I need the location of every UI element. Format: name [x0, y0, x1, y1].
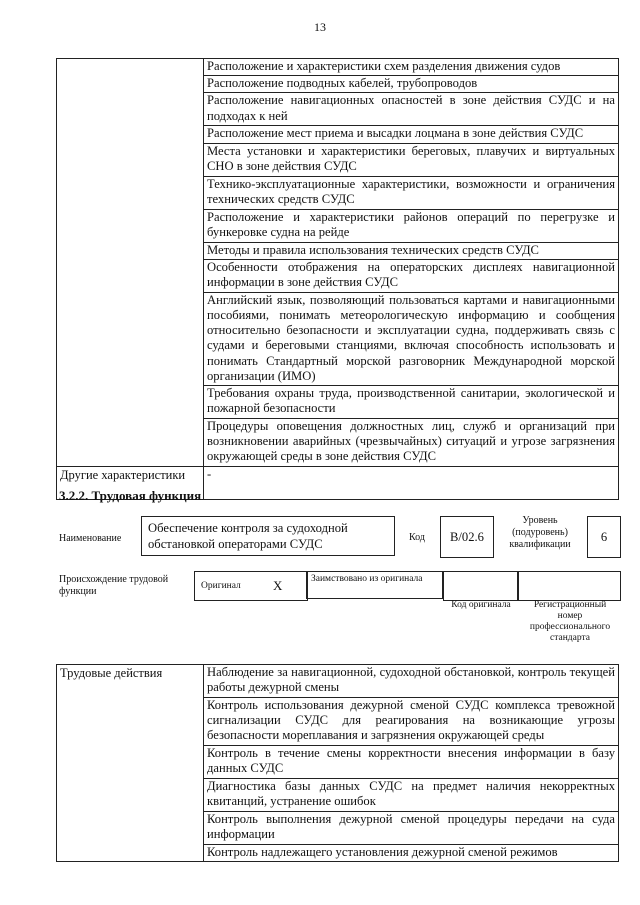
knowledge-left-cell	[57, 59, 204, 467]
knowledge-table	[56, 58, 619, 500]
origin-label: Происхождение трудовой функции	[59, 574, 169, 597]
other-characteristics-value: -	[204, 466, 619, 499]
knowledge-row: Английский язык, позволяющий пользоваться картами и навигационными пособиями, понимать метеорологическую информацию и сообщения относительно безопасности и эксплуатации судна, поддерживать связь с судами и береговыми станциями, включая способность использовать и понимать Стандартный морской разговорник Международной морской организации (ИМО)	[204, 292, 619, 385]
original-mark: X	[273, 578, 283, 593]
labor-actions-table	[56, 664, 619, 862]
labor-action-row: Диагностика базы данных СУДС на предмет наличия некорректных квитанций, устранение ошибок	[204, 778, 619, 811]
borrowed-box: Заимствовано из оригинала	[306, 571, 443, 599]
code-original-label: Код оригинала	[451, 600, 511, 610]
function-name-box: Обеспечение контроля за судоходной обстановкой операторами СУДС	[141, 516, 395, 556]
reg-number-box	[517, 571, 621, 601]
knowledge-row: Особенности отображения на операторских дисплеях навигационной информации в зоне действия СУДС	[204, 259, 619, 292]
page-number: 13	[314, 20, 326, 34]
knowledge-row: Требования охраны труда, производственной санитарии, экологической и пожарной безопасности	[204, 386, 619, 419]
knowledge-row: Процедуры оповещения должностных лиц, служб и организаций при возникновении аварийных (чрезвычайных) ситуаций и угрозе загрязнения окружающей среды в зоне действия СУДС	[204, 419, 619, 467]
reg-number-label: Регистрационный номер профессионального стандарта	[529, 600, 611, 643]
code-label: Код	[409, 532, 425, 543]
knowledge-row: Расположение подводных кабелей, трубопроводов	[204, 76, 619, 93]
name-label: Наименование	[59, 533, 122, 544]
labor-action-row: Контроль использования дежурной сменой СУДС комплекса тревожной сигнализации СУДС для реагирования на возникающие угрозы безопасности мореплавания и загрязнения окружающей среды	[204, 698, 619, 746]
level-value-box: 6	[587, 516, 621, 558]
labor-action-row: Контроль выполнения дежурной сменой процедуры передачи на суда информации	[204, 811, 619, 844]
original-box	[194, 571, 308, 601]
code-value-box: B/02.6	[440, 516, 494, 558]
labor-action-row: Наблюдение за навигационной, судоходной обстановкой, контроль текущей работы дежурной смены	[204, 665, 619, 698]
knowledge-row: Расположение и характеристики районов операций по перегрузке и бункеровке судна на рейде	[204, 209, 619, 242]
knowledge-row: Методы и правила использования технических средств СУДС	[204, 242, 619, 259]
knowledge-row: Расположение навигационных опасностей в зоне действия СУДС и на подходах к ней	[204, 93, 619, 126]
section-title: 3.2.2. Трудовая функция	[59, 488, 202, 503]
other-characteristics-label: Другие характеристики	[57, 466, 204, 499]
knowledge-row: Расположение мест приема и высадки лоцмана в зоне действия СУДС	[204, 126, 619, 143]
knowledge-row: Технико-эксплуатационные характеристики, возможности и ограничения технических средств СУДС	[204, 176, 619, 209]
level-label: Уровень (подуровень) квалификации	[509, 515, 571, 550]
labor-action-row: Контроль в течение смены корректности внесения информации в базу данных СУДС	[204, 745, 619, 778]
labor-action-row: Контроль надлежащего установления дежурной сменой режимов	[204, 844, 619, 861]
knowledge-row: Расположение и характеристики схем разделения движения судов	[204, 59, 619, 76]
original-label: Оригинал	[201, 581, 241, 591]
code-original-box	[443, 571, 519, 601]
knowledge-row: Места установки и характеристики береговых, плавучих и виртуальных СНО в зоне действия СУДС	[204, 143, 619, 176]
labor-actions-label: Трудовые действия	[57, 665, 204, 862]
